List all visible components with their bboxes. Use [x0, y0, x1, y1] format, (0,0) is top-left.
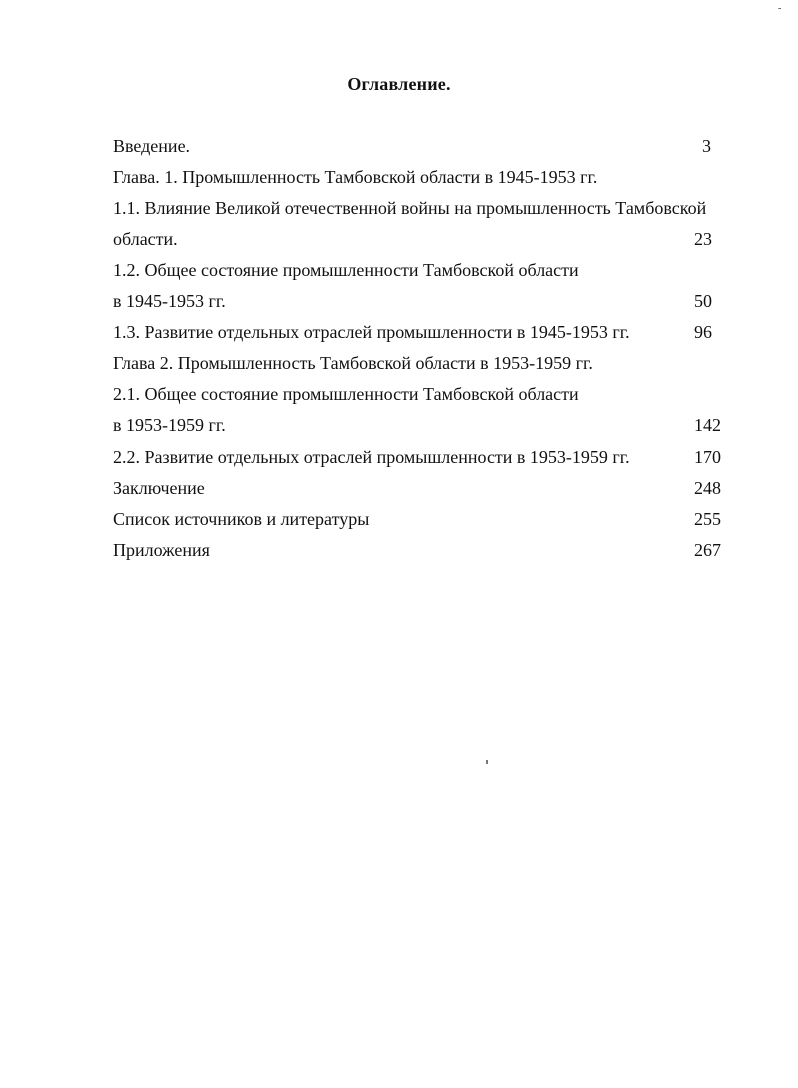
toc-entry-section-2-2: 2.2. Развитие отдельных отраслей промышленности в 1953-1959 гг.	[113, 447, 630, 467]
toc-entry-conclusion: Заключение	[113, 478, 205, 498]
toc-page-section-1-3: 96	[694, 322, 712, 342]
toc-page-section-2-2: 170	[694, 447, 721, 467]
toc-page-intro: 3	[702, 136, 711, 156]
toc-entry-appendices: Приложения	[113, 540, 210, 560]
toc-entry-chapter-1: Глава. 1. Промышленность Тамбовской области в 1945-1953 гг.	[113, 167, 598, 187]
toc-page-section-1-2: 50	[694, 291, 712, 311]
toc-page-sources: 255	[694, 509, 721, 529]
toc-entry-section-1-3: 1.3. Развитие отдельных отраслей промышленности в 1945-1953 гг.	[113, 322, 630, 342]
toc-page-appendices: 267	[694, 540, 721, 560]
toc-entry-section-1-1-cont: области.	[113, 229, 178, 249]
toc-page-section-2-1: 142	[694, 415, 721, 435]
scan-speck	[486, 760, 488, 764]
corner-mark: -	[778, 3, 782, 14]
toc-entry-section-2-1: 2.1. Общее состояние промышленности Тамбовской области	[113, 384, 579, 404]
toc-entry-section-1-1: 1.1. Влияние Великой отечественной войны на промышленность Тамбовской	[113, 198, 707, 218]
toc-entry-sources: Список источников и литературы	[113, 509, 370, 529]
toc-entry-intro: Введение.	[113, 136, 191, 156]
toc-entry-chapter-2: Глава 2. Промышленность Тамбовской области в 1953-1959 гг.	[113, 353, 593, 373]
toc-entry-section-1-2: 1.2. Общее состояние промышленности Тамбовской области	[113, 260, 579, 280]
toc-page-section-1-1: 23	[694, 229, 712, 249]
toc-entry-section-2-1-cont: в 1953-1959 гг.	[113, 415, 226, 435]
toc-entry-section-1-2-cont: в 1945-1953 гг.	[113, 291, 226, 311]
page-title: Оглавление.	[347, 74, 451, 94]
toc-page-conclusion: 248	[694, 478, 721, 498]
